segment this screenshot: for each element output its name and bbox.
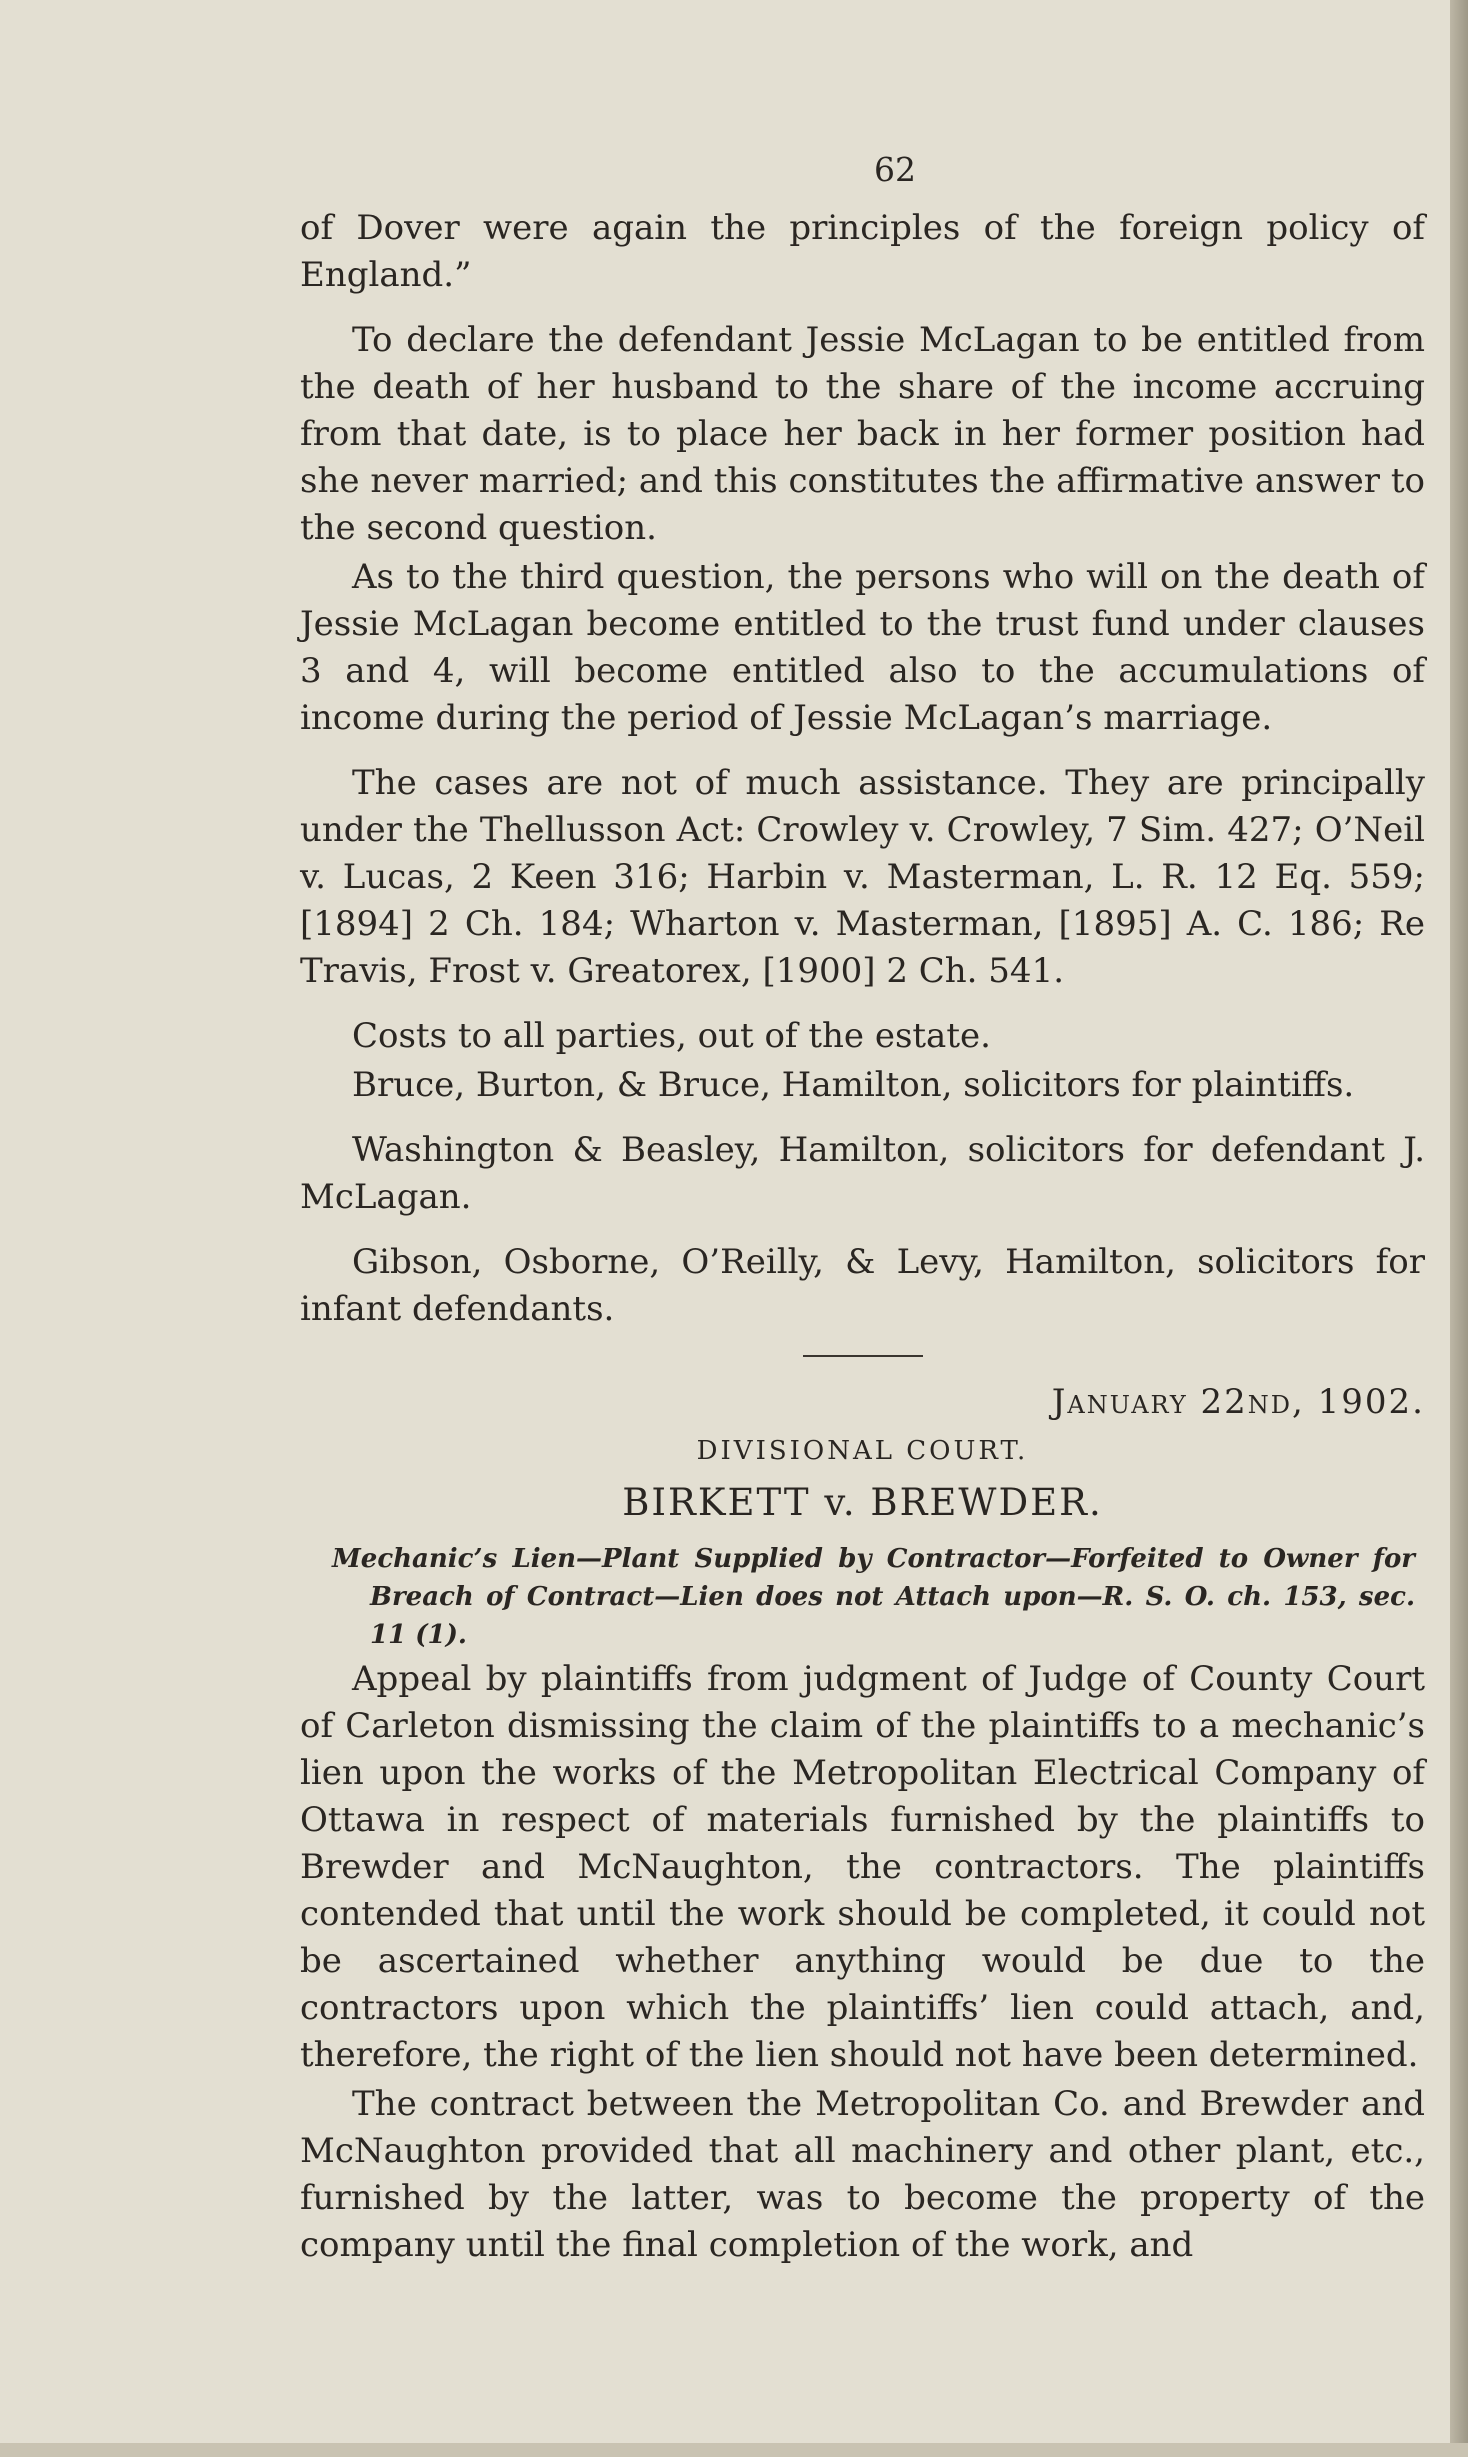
section-divider	[803, 1355, 923, 1357]
paragraph: The cases are not of much assistance. They are principally under the Thellusson Act: Crowley v. Crowley, 7 Sim. 427; O’Neil v. Lucas, 2 Keen 316; Harbin v. Masterman, L. R. 12 Eq. 559; [1894] 2 Ch. 184; Wharton v. Masterman, [1895] A. C. 186; Re Travis, Frost v. Greatorex, [1900] 2 Ch. 541.	[300, 763, 1425, 991]
solicitors-infant-defendants: Gibson, Osborne, O’Reilly, & Levy, Hamilton, solicitors for infant defendants.	[300, 1242, 1425, 1329]
court-name: DIVISIONAL COURT.	[696, 1436, 1029, 1466]
case-title: BIRKETT v. BREWDER.	[622, 1481, 1103, 1524]
headnote: Mechanic’s Lien—Plant Supplied by Contractor—Forfeited to Owner for Breach of Contract—Lien does not Attach upon—R. S. O. ch. 153, sec. 11 (1).	[332, 1544, 1415, 1650]
paragraph: Costs to all parties, out of the estate.	[352, 1016, 991, 1056]
paragraph: To declare the defendant Jessie McLagan to be entitled from the death of her husband to the share of the income accruing from that date, is to place her back in her former position had she never married; and this constitutes the affirmative answer to the second question.	[300, 320, 1425, 548]
case-date: January 22nd, 1902.	[1051, 1382, 1425, 1422]
page-edge-shadow	[1450, 0, 1468, 2457]
page-number: 62	[874, 150, 916, 189]
paragraph: As to the third question, the persons who will on the death of Jessie McLagan become entitled to the trust fund under clauses 3 and 4, will become entitled also to the accumulations of income during the period of Jessie McLagan’s marriage.	[300, 557, 1425, 738]
body-text	[300, 205, 1425, 2271]
solicitors-plaintiffs: Bruce, Burton, & Bruce, Hamilton, solicitors for plaintiffs.	[352, 1065, 1355, 1105]
solicitors-defendant: Washington & Beasley, Hamilton, solicitors for defendant J. McLagan.	[300, 1130, 1425, 1217]
page-bottom-edge	[0, 2443, 1468, 2457]
paragraph: of Dover were again the principles of the foreign policy of England.”	[300, 208, 1425, 295]
paragraph: Appeal by plaintiffs from judgment of Judge of County Court of Carleton dismissing the claim of the plaintiffs to a mechanic’s lien upon the works of the Metropolitan Electrical Company of Ottawa in respect of materials furnished by the plaintiffs to Brewder and McNaughton, the contractors. The plaintiffs contended that until the work should be completed, it could not be ascertained whether anything would be due to the contractors upon which the plaintiffs’ lien could attach, and, therefore, the right of the lien should not have been determined.	[300, 1659, 1425, 2075]
paragraph: The contract between the Metropolitan Co. and Brewder and McNaughton provided that all machinery and other plant, etc., furnished by the latter, was to become the property of the company until the final completion of the work, and	[300, 2084, 1425, 2265]
